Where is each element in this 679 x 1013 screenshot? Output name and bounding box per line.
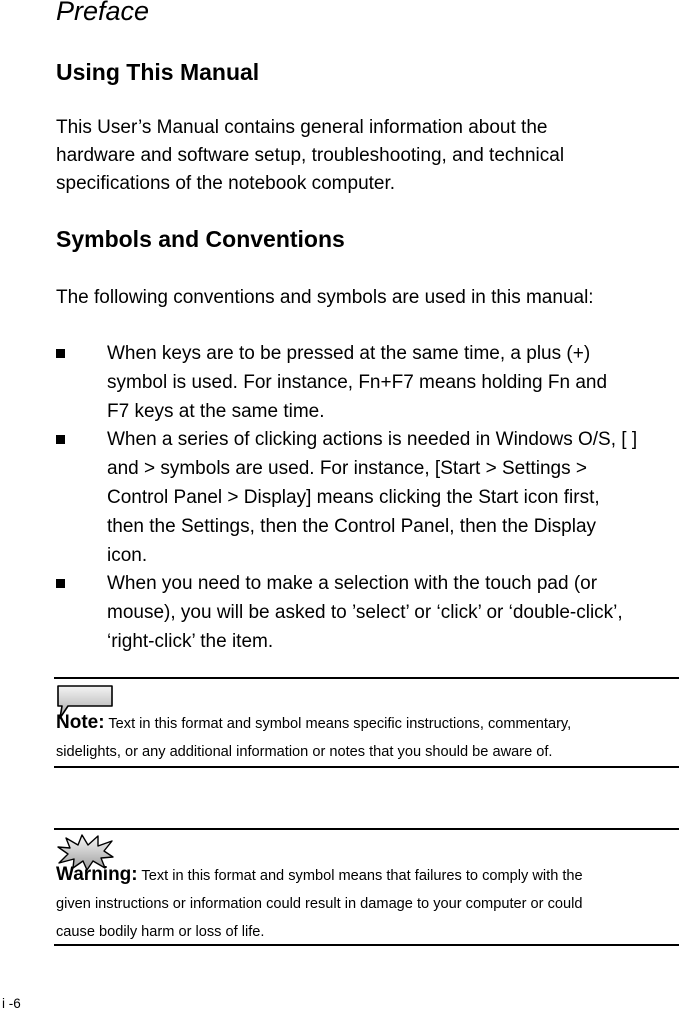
square-bullet-icon bbox=[56, 435, 65, 444]
list-item-line: symbol is used. For instance, Fn+F7 means holding Fn and bbox=[107, 371, 608, 393]
list-item-line: When a series of clicking actions is needed in Windows O/S, [ ] bbox=[107, 429, 638, 451]
warning-line: cause bodily harm or loss of life. bbox=[56, 924, 265, 940]
paragraph-line: specifications of the notebook computer. bbox=[56, 173, 396, 194]
list-item-line: icon. bbox=[107, 544, 148, 566]
list-item-line: mouse), you will be asked to ’select’ or ‘click’ or ‘double-click’, bbox=[107, 602, 623, 624]
list-item bbox=[56, 426, 679, 570]
note-top-rule bbox=[54, 677, 679, 679]
square-bullet-icon bbox=[56, 579, 65, 588]
section-title-using-manual: Using This Manual bbox=[56, 59, 260, 85]
warning-line-text: Text in this format and symbol means that failures to comply with the bbox=[137, 868, 583, 884]
list-item-line: When keys are to be pressed at the same time, a plus (+) bbox=[107, 343, 591, 364]
list-item-line: When you need to make a selection with the touch pad (or bbox=[107, 573, 598, 595]
warning-line: given instructions or information could result in damage to your computer or could bbox=[56, 896, 583, 912]
list-item-line: F7 keys at the same time. bbox=[107, 400, 325, 422]
square-bullet-icon bbox=[56, 349, 65, 358]
note-line: sidelights, or any additional information or notes that you should be aware of. bbox=[56, 744, 553, 760]
conventions-list bbox=[56, 340, 679, 657]
list-item bbox=[56, 570, 679, 656]
list-item-line: then the Settings, then the Control Panel, then the Display bbox=[107, 515, 597, 537]
symbols-intro: The following conventions and symbols are used in this manual: bbox=[56, 287, 594, 308]
list-item-line: Control Panel > Display] means clicking the Start icon first, bbox=[107, 486, 600, 508]
note-line bbox=[56, 709, 679, 738]
warning-line bbox=[56, 861, 679, 890]
section-title-symbols: Symbols and Conventions bbox=[56, 226, 345, 252]
list-item bbox=[56, 340, 679, 426]
using-manual-paragraph bbox=[56, 114, 676, 198]
paragraph-line: hardware and software setup, troubleshooting, and technical bbox=[56, 145, 565, 166]
note-text bbox=[56, 709, 679, 766]
warning-text bbox=[56, 861, 679, 946]
warning-top-rule bbox=[54, 828, 679, 830]
page-number: i -6 bbox=[2, 996, 21, 1011]
paragraph-line: This User’s Manual contains general information about the bbox=[56, 117, 548, 138]
note-bottom-rule bbox=[54, 766, 679, 768]
chapter-title: Preface bbox=[56, 0, 150, 26]
list-item-line: ‘right-click’ the item. bbox=[107, 630, 274, 652]
warning-bottom-rule bbox=[54, 944, 679, 946]
list-item-line: and > symbols are used. For instance, [Start > Settings > bbox=[107, 458, 588, 480]
note-line-text: Text in this format and symbol means specific instructions, commentary, bbox=[104, 716, 572, 732]
note-label: Note: bbox=[56, 712, 105, 733]
warning-label: Warning: bbox=[56, 864, 138, 885]
